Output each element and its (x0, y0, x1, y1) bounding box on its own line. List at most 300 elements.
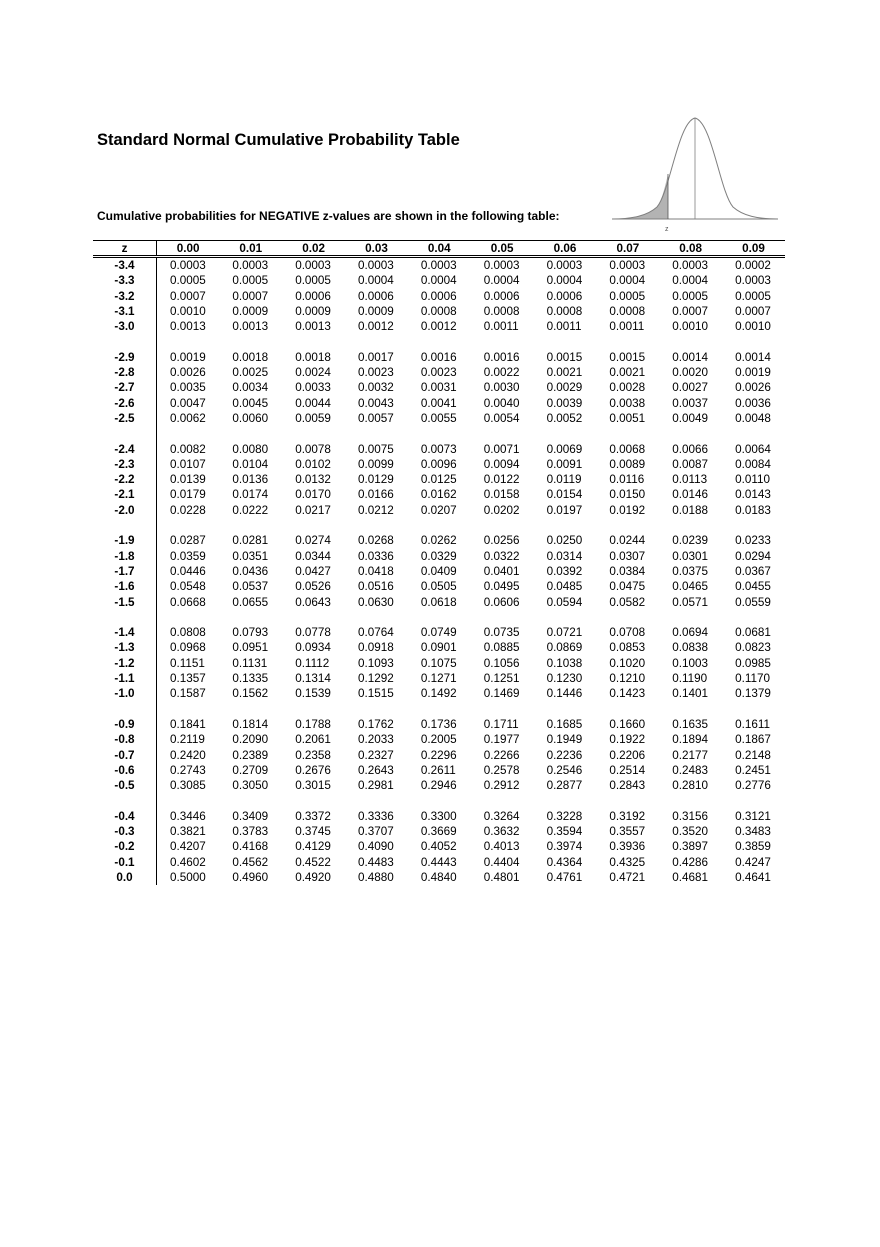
probability-cell: 0.0721 (546, 626, 583, 640)
probability-cell: 0.4522 (295, 855, 331, 869)
z-value-cell: -1.3 (93, 640, 157, 655)
table-row (93, 564, 785, 579)
probability-cell: 0.0375 (672, 564, 708, 578)
probability-cell: 0.0256 (483, 534, 520, 548)
probability-cell: 0.2005 (420, 733, 457, 747)
probability-cell: 0.0060 (232, 411, 269, 425)
group-spacer (93, 426, 785, 441)
probability-cell: 0.0084 (735, 457, 771, 471)
header-col: 0.00 (157, 241, 220, 257)
probability-cell: 0.0018 (295, 350, 331, 364)
probability-cell: 0.0003 (358, 259, 394, 272)
probability-cell: 0.1423 (609, 687, 646, 701)
probability-cell: 0.0044 (295, 396, 331, 410)
probability-cell: 0.2676 (295, 763, 331, 777)
probability-cell: 0.0250 (546, 534, 583, 548)
table-row (93, 870, 785, 885)
spacer-cell (93, 426, 157, 441)
probability-cell: 0.0655 (232, 595, 269, 609)
probability-cell: 0.1492 (420, 687, 457, 701)
probability-cell: 0.0007 (735, 304, 771, 318)
probability-cell: 0.0548 (170, 580, 206, 594)
probability-cell: 0.0033 (295, 381, 331, 395)
probability-cell: 0.0107 (170, 457, 206, 471)
probability-cell: 0.0006 (483, 289, 520, 303)
probability-cell: 0.0125 (420, 473, 457, 487)
probability-cell: 0.0075 (358, 442, 394, 456)
probability-cell: 0.3409 (232, 809, 269, 823)
probability-cell: 0.0057 (358, 411, 394, 425)
group-spacer (93, 702, 785, 717)
probability-cell: 0.2389 (232, 748, 269, 762)
probability-cell: 0.0004 (672, 274, 708, 288)
probability-cell: 0.0307 (609, 549, 646, 563)
probability-cell: 0.0039 (546, 396, 583, 410)
probability-cell: 0.3974 (546, 840, 583, 854)
probability-cell: 0.0475 (609, 580, 646, 594)
probability-cell: 0.0681 (735, 626, 771, 640)
table-row (93, 839, 785, 854)
probability-cell: 0.0749 (420, 626, 457, 640)
probability-cell: 0.0455 (735, 580, 771, 594)
z-value-cell: -1.1 (93, 671, 157, 686)
probability-cell: 0.0043 (358, 396, 394, 410)
probability-cell: 0.0023 (358, 366, 394, 380)
probability-cell: 0.1020 (609, 656, 646, 670)
probability-cell: 0.0014 (672, 350, 708, 364)
probability-cell: 0.0344 (295, 549, 331, 563)
spacer-cell (157, 518, 786, 533)
probability-cell: 0.4325 (609, 855, 646, 869)
table-row (93, 855, 785, 870)
probability-cell: 0.0080 (232, 442, 269, 456)
page-title: Standard Normal Cumulative Probability Table (97, 131, 460, 149)
probability-cell: 0.0099 (358, 457, 394, 471)
probability-cell: 0.0032 (358, 381, 394, 395)
probability-cell: 0.0188 (672, 503, 708, 517)
probability-cell: 0.0005 (295, 274, 331, 288)
probability-cell: 0.2578 (483, 763, 520, 777)
probability-cell: 0.3821 (170, 824, 206, 838)
probability-cell: 0.0006 (420, 289, 457, 303)
probability-cell: 0.3707 (358, 824, 394, 838)
probability-cell: 0.0048 (735, 411, 771, 425)
probability-cell: 0.4052 (420, 840, 457, 854)
probability-cell: 0.0808 (170, 626, 206, 640)
table-row (93, 273, 785, 288)
probability-cell: 0.0630 (358, 595, 394, 609)
probability-cell: 0.0485 (546, 580, 583, 594)
probability-cell: 0.0007 (232, 289, 269, 303)
probability-cell: 0.0418 (358, 564, 394, 578)
z-value-cell: -3.3 (93, 273, 157, 288)
probability-cell: 0.0116 (609, 473, 645, 487)
z-value-cell: -2.3 (93, 457, 157, 472)
probability-cell: 0.1230 (546, 672, 583, 686)
probability-cell: 0.2266 (483, 748, 520, 762)
probability-cell: 0.0708 (609, 626, 646, 640)
probability-cell: 0.0179 (170, 488, 206, 502)
spacer-cell (157, 793, 786, 808)
probability-cell: 0.1038 (546, 656, 583, 670)
probability-cell: 0.0008 (420, 304, 457, 318)
probability-cell: 0.0336 (358, 549, 394, 563)
probability-cell: 0.0003 (295, 259, 331, 272)
probability-cell: 0.0020 (672, 366, 708, 380)
probability-cell: 0.4443 (420, 855, 457, 869)
probability-cell: 0.0010 (170, 304, 206, 318)
spacer-cell (157, 334, 786, 349)
probability-cell: 0.0436 (232, 564, 269, 578)
probability-cell: 0.3192 (609, 809, 646, 823)
probability-cell: 0.3085 (170, 779, 206, 793)
probability-cell: 0.0054 (483, 411, 520, 425)
table-row (93, 487, 785, 502)
probability-cell: 0.3669 (420, 824, 457, 838)
probability-cell: 0.0049 (672, 411, 708, 425)
probability-cell: 0.0465 (672, 580, 708, 594)
probability-cell: 0.0018 (232, 350, 269, 364)
probability-cell: 0.0009 (295, 304, 331, 318)
probability-cell: 0.0003 (483, 259, 520, 272)
probability-cell: 0.2483 (672, 763, 708, 777)
probability-cell: 0.1210 (609, 672, 646, 686)
probability-cell: 0.1075 (420, 656, 457, 670)
probability-cell: 0.0014 (735, 350, 771, 364)
probability-cell: 0.1894 (672, 733, 708, 747)
probability-cell: 0.0853 (609, 641, 646, 655)
probability-cell: 0.0009 (232, 304, 269, 318)
probability-cell: 0.3520 (672, 824, 708, 838)
probability-cell: 0.0019 (170, 350, 206, 364)
probability-cell: 0.3015 (295, 779, 331, 793)
probability-cell: 0.2033 (358, 733, 394, 747)
probability-cell: 0.0409 (420, 564, 457, 578)
probability-cell: 0.4207 (170, 840, 206, 854)
probability-cell: 0.1515 (358, 687, 394, 701)
probability-cell: 0.0011 (546, 320, 582, 334)
probability-cell: 0.0268 (358, 534, 394, 548)
probability-cell: 0.0051 (609, 411, 646, 425)
table-row (93, 640, 785, 655)
probability-cell: 0.0104 (232, 457, 269, 471)
probability-cell: 0.2090 (232, 733, 269, 747)
probability-cell: 0.5000 (170, 870, 206, 884)
probability-cell: 0.3264 (483, 809, 520, 823)
z-value-cell: -2.2 (93, 472, 157, 487)
probability-cell: 0.4404 (483, 855, 520, 869)
probability-cell: 0.0901 (420, 641, 457, 655)
probability-cell: 0.4641 (735, 870, 771, 884)
probability-cell: 0.0013 (295, 320, 331, 334)
probability-cell: 0.0192 (609, 503, 646, 517)
probability-cell: 0.0170 (295, 488, 331, 502)
shaded-left-tail (612, 174, 668, 219)
spacer-cell (93, 334, 157, 349)
probability-cell: 0.2177 (672, 748, 708, 762)
table-row (93, 595, 785, 610)
probability-cell: 0.0764 (358, 626, 394, 640)
probability-cell: 0.0024 (295, 366, 331, 380)
probability-cell: 0.3483 (735, 824, 771, 838)
table-row (93, 257, 785, 274)
z-value-cell: -0.3 (93, 824, 157, 839)
probability-cell: 0.0091 (546, 457, 583, 471)
z-value-cell: -2.1 (93, 487, 157, 502)
probability-cell: 0.0174 (232, 488, 269, 502)
probability-cell: 0.4013 (483, 840, 520, 854)
probability-cell: 0.2206 (609, 748, 646, 762)
probability-cell: 0.0096 (420, 457, 457, 471)
probability-cell: 0.0045 (232, 396, 269, 410)
probability-cell: 0.0003 (170, 259, 206, 272)
probability-cell: 0.0066 (672, 442, 708, 456)
probability-cell: 0.0068 (609, 442, 646, 456)
probability-cell: 0.0008 (483, 304, 520, 318)
probability-cell: 0.4247 (735, 855, 771, 869)
probability-cell: 0.0026 (735, 381, 771, 395)
z-value-cell: -0.6 (93, 763, 157, 778)
probability-cell: 0.0003 (546, 259, 583, 272)
table-row (93, 380, 785, 395)
probability-cell: 0.0002 (735, 259, 771, 272)
probability-cell: 0.0212 (358, 503, 394, 517)
probability-cell: 0.0005 (609, 289, 646, 303)
probability-cell: 0.1112 (295, 656, 330, 670)
table-row (93, 778, 785, 793)
probability-cell: 0.2061 (295, 733, 331, 747)
probability-cell: 0.1711 (483, 717, 519, 731)
probability-cell: 0.0885 (483, 641, 520, 655)
probability-cell: 0.0281 (232, 534, 269, 548)
probability-cell: 0.0013 (232, 320, 269, 334)
probability-cell: 0.0694 (672, 626, 708, 640)
probability-cell: 0.0052 (546, 411, 583, 425)
probability-cell: 0.1587 (170, 687, 206, 701)
probability-cell: 0.2810 (672, 779, 708, 793)
z-value-cell: 0.0 (93, 870, 157, 885)
probability-cell: 0.0129 (358, 473, 394, 487)
probability-cell: 0.0036 (735, 396, 771, 410)
probability-cell: 0.0062 (170, 411, 206, 425)
probability-cell: 0.0011 (483, 320, 519, 334)
probability-cell: 0.4562 (232, 855, 269, 869)
probability-cell: 0.2546 (546, 763, 583, 777)
probability-cell: 0.0146 (672, 488, 708, 502)
probability-cell: 0.0030 (483, 381, 520, 395)
probability-cell: 0.4880 (358, 870, 394, 884)
table-header-row (93, 241, 785, 257)
table-row (93, 717, 785, 732)
probability-cell: 0.0262 (420, 534, 457, 548)
probability-cell: 0.2296 (420, 748, 457, 762)
probability-cell: 0.0031 (420, 381, 457, 395)
z-value-cell: -1.7 (93, 564, 157, 579)
probability-cell: 0.1379 (735, 687, 771, 701)
header-col: 0.02 (282, 241, 345, 257)
probability-cell: 0.0401 (483, 564, 520, 578)
probability-cell: 0.0078 (295, 442, 331, 456)
z-value-cell: -3.0 (93, 319, 157, 334)
probability-cell: 0.0571 (672, 595, 708, 609)
probability-cell: 0.0197 (546, 503, 583, 517)
probability-cell: 0.0359 (170, 549, 206, 563)
group-spacer (93, 334, 785, 349)
probability-cell: 0.0006 (546, 289, 583, 303)
probability-cell: 0.0228 (170, 503, 206, 517)
probability-cell: 0.0041 (420, 396, 457, 410)
header-col: 0.08 (659, 241, 722, 257)
probability-cell: 0.0294 (735, 549, 771, 563)
probability-cell: 0.0005 (672, 289, 708, 303)
probability-cell: 0.4483 (358, 855, 394, 869)
probability-cell: 0.3594 (546, 824, 583, 838)
probability-table-wrapper (93, 240, 785, 885)
probability-cell: 0.0028 (609, 381, 646, 395)
probability-cell: 0.0778 (295, 626, 331, 640)
probability-cell: 0.0025 (232, 366, 269, 380)
probability-cell: 0.0951 (232, 641, 269, 655)
z-marker-label: z (665, 226, 669, 233)
probability-cell: 0.2743 (170, 763, 206, 777)
probability-cell: 0.0012 (420, 320, 457, 334)
z-value-cell: -1.0 (93, 686, 157, 701)
probability-cell: 0.0034 (232, 381, 269, 395)
probability-cell: 0.0166 (358, 488, 394, 502)
probability-cell: 0.0222 (232, 503, 269, 517)
spacer-cell (93, 610, 157, 625)
group-spacer (93, 793, 785, 808)
header-col: 0.09 (722, 241, 785, 257)
table-row (93, 824, 785, 839)
probability-cell: 0.2148 (735, 748, 771, 762)
header-col: 0.01 (219, 241, 282, 257)
probability-cell: 0.0009 (358, 304, 394, 318)
z-value-cell: -3.4 (93, 257, 157, 274)
probability-cell: 0.0017 (358, 350, 394, 364)
probability-cell: 0.0007 (170, 289, 206, 303)
probability-cell: 0.0367 (735, 564, 771, 578)
probability-cell: 0.1151 (170, 656, 205, 670)
probability-cell: 0.2358 (295, 748, 331, 762)
table-row (93, 442, 785, 457)
probability-cell: 0.1762 (358, 717, 394, 731)
probability-cell: 0.3745 (295, 824, 331, 838)
probability-cell: 0.0526 (295, 580, 331, 594)
table-row (93, 686, 785, 701)
probability-cell: 0.0244 (609, 534, 646, 548)
probability-cell: 0.2912 (483, 779, 520, 793)
probability-cell: 0.1056 (483, 656, 520, 670)
probability-cell: 0.0918 (358, 641, 394, 655)
probability-cell: 0.2877 (546, 779, 583, 793)
probability-cell: 0.0029 (546, 381, 583, 395)
probability-cell: 0.0516 (358, 580, 394, 594)
probability-cell: 0.1977 (483, 733, 520, 747)
probability-cell: 0.1131 (232, 656, 268, 670)
probability-cell: 0.0351 (232, 549, 269, 563)
probability-cell: 0.0301 (672, 549, 708, 563)
probability-cell: 0.0314 (546, 549, 583, 563)
probability-cell: 0.0143 (735, 488, 771, 502)
probability-cell: 0.1539 (295, 687, 331, 701)
table-row (93, 671, 785, 686)
probability-cell: 0.0005 (170, 274, 206, 288)
probability-cell: 0.0233 (735, 534, 771, 548)
probability-cell: 0.0158 (483, 488, 520, 502)
probability-cell: 0.0008 (546, 304, 583, 318)
probability-cell: 0.0040 (483, 396, 520, 410)
probability-cell: 0.2451 (735, 763, 771, 777)
probability-cell: 0.4960 (232, 870, 269, 884)
probability-cell: 0.2514 (609, 763, 646, 777)
header-z: z (93, 241, 157, 257)
table-row (93, 396, 785, 411)
probability-cell: 0.4721 (609, 870, 646, 884)
probability-cell: 0.3446 (170, 809, 206, 823)
probability-cell: 0.4840 (420, 870, 457, 884)
normal-curve-figure (612, 112, 782, 236)
probability-cell: 0.1788 (295, 717, 331, 731)
probability-cell: 0.1685 (546, 717, 583, 731)
table-row (93, 809, 785, 824)
table-row (93, 503, 785, 518)
probability-cell: 0.0006 (295, 289, 331, 303)
probability-cell: 0.4090 (358, 840, 394, 854)
probability-cell: 0.0071 (483, 442, 520, 456)
table-row (93, 625, 785, 640)
probability-cell: 0.0015 (609, 350, 646, 364)
z-value-cell: -1.8 (93, 549, 157, 564)
probability-cell: 0.0008 (609, 304, 646, 318)
probability-cell: 0.2119 (170, 733, 205, 747)
probability-cell: 0.4681 (672, 870, 708, 884)
spacer-cell (93, 702, 157, 717)
spacer-cell (157, 426, 786, 441)
probability-cell: 0.0102 (295, 457, 331, 471)
probability-cell: 0.0392 (546, 564, 583, 578)
probability-cell: 0.0239 (672, 534, 708, 548)
group-spacer (93, 610, 785, 625)
probability-cell: 0.1814 (232, 717, 269, 731)
table-row (93, 763, 785, 778)
probability-cell: 0.3336 (358, 809, 394, 823)
probability-cell: 0.3228 (546, 809, 583, 823)
probability-cell: 0.1611 (735, 717, 770, 731)
probability-cell: 0.0668 (170, 595, 206, 609)
probability-cell: 0.0004 (420, 274, 457, 288)
probability-cell: 0.0003 (609, 259, 646, 272)
z-value-cell: -0.2 (93, 839, 157, 854)
z-value-cell: -0.5 (93, 778, 157, 793)
probability-cell: 0.0985 (735, 656, 771, 670)
spacer-cell (93, 518, 157, 533)
probability-cell: 0.4920 (295, 870, 331, 884)
probability-cell: 0.0037 (672, 396, 708, 410)
header-col: 0.04 (408, 241, 471, 257)
probability-cell: 0.1446 (546, 687, 583, 701)
probability-cell: 0.1660 (609, 717, 646, 731)
probability-cell: 0.0021 (609, 366, 646, 380)
probability-cell: 0.0823 (735, 641, 771, 655)
probability-cell: 0.1401 (672, 687, 708, 701)
probability-cell: 0.0136 (232, 473, 269, 487)
probability-cell: 0.3897 (672, 840, 708, 854)
probability-cell: 0.0012 (358, 320, 394, 334)
z-value-cell: -2.4 (93, 442, 157, 457)
probability-cell: 0.2843 (609, 779, 646, 793)
probability-cell: 0.0003 (735, 274, 771, 288)
